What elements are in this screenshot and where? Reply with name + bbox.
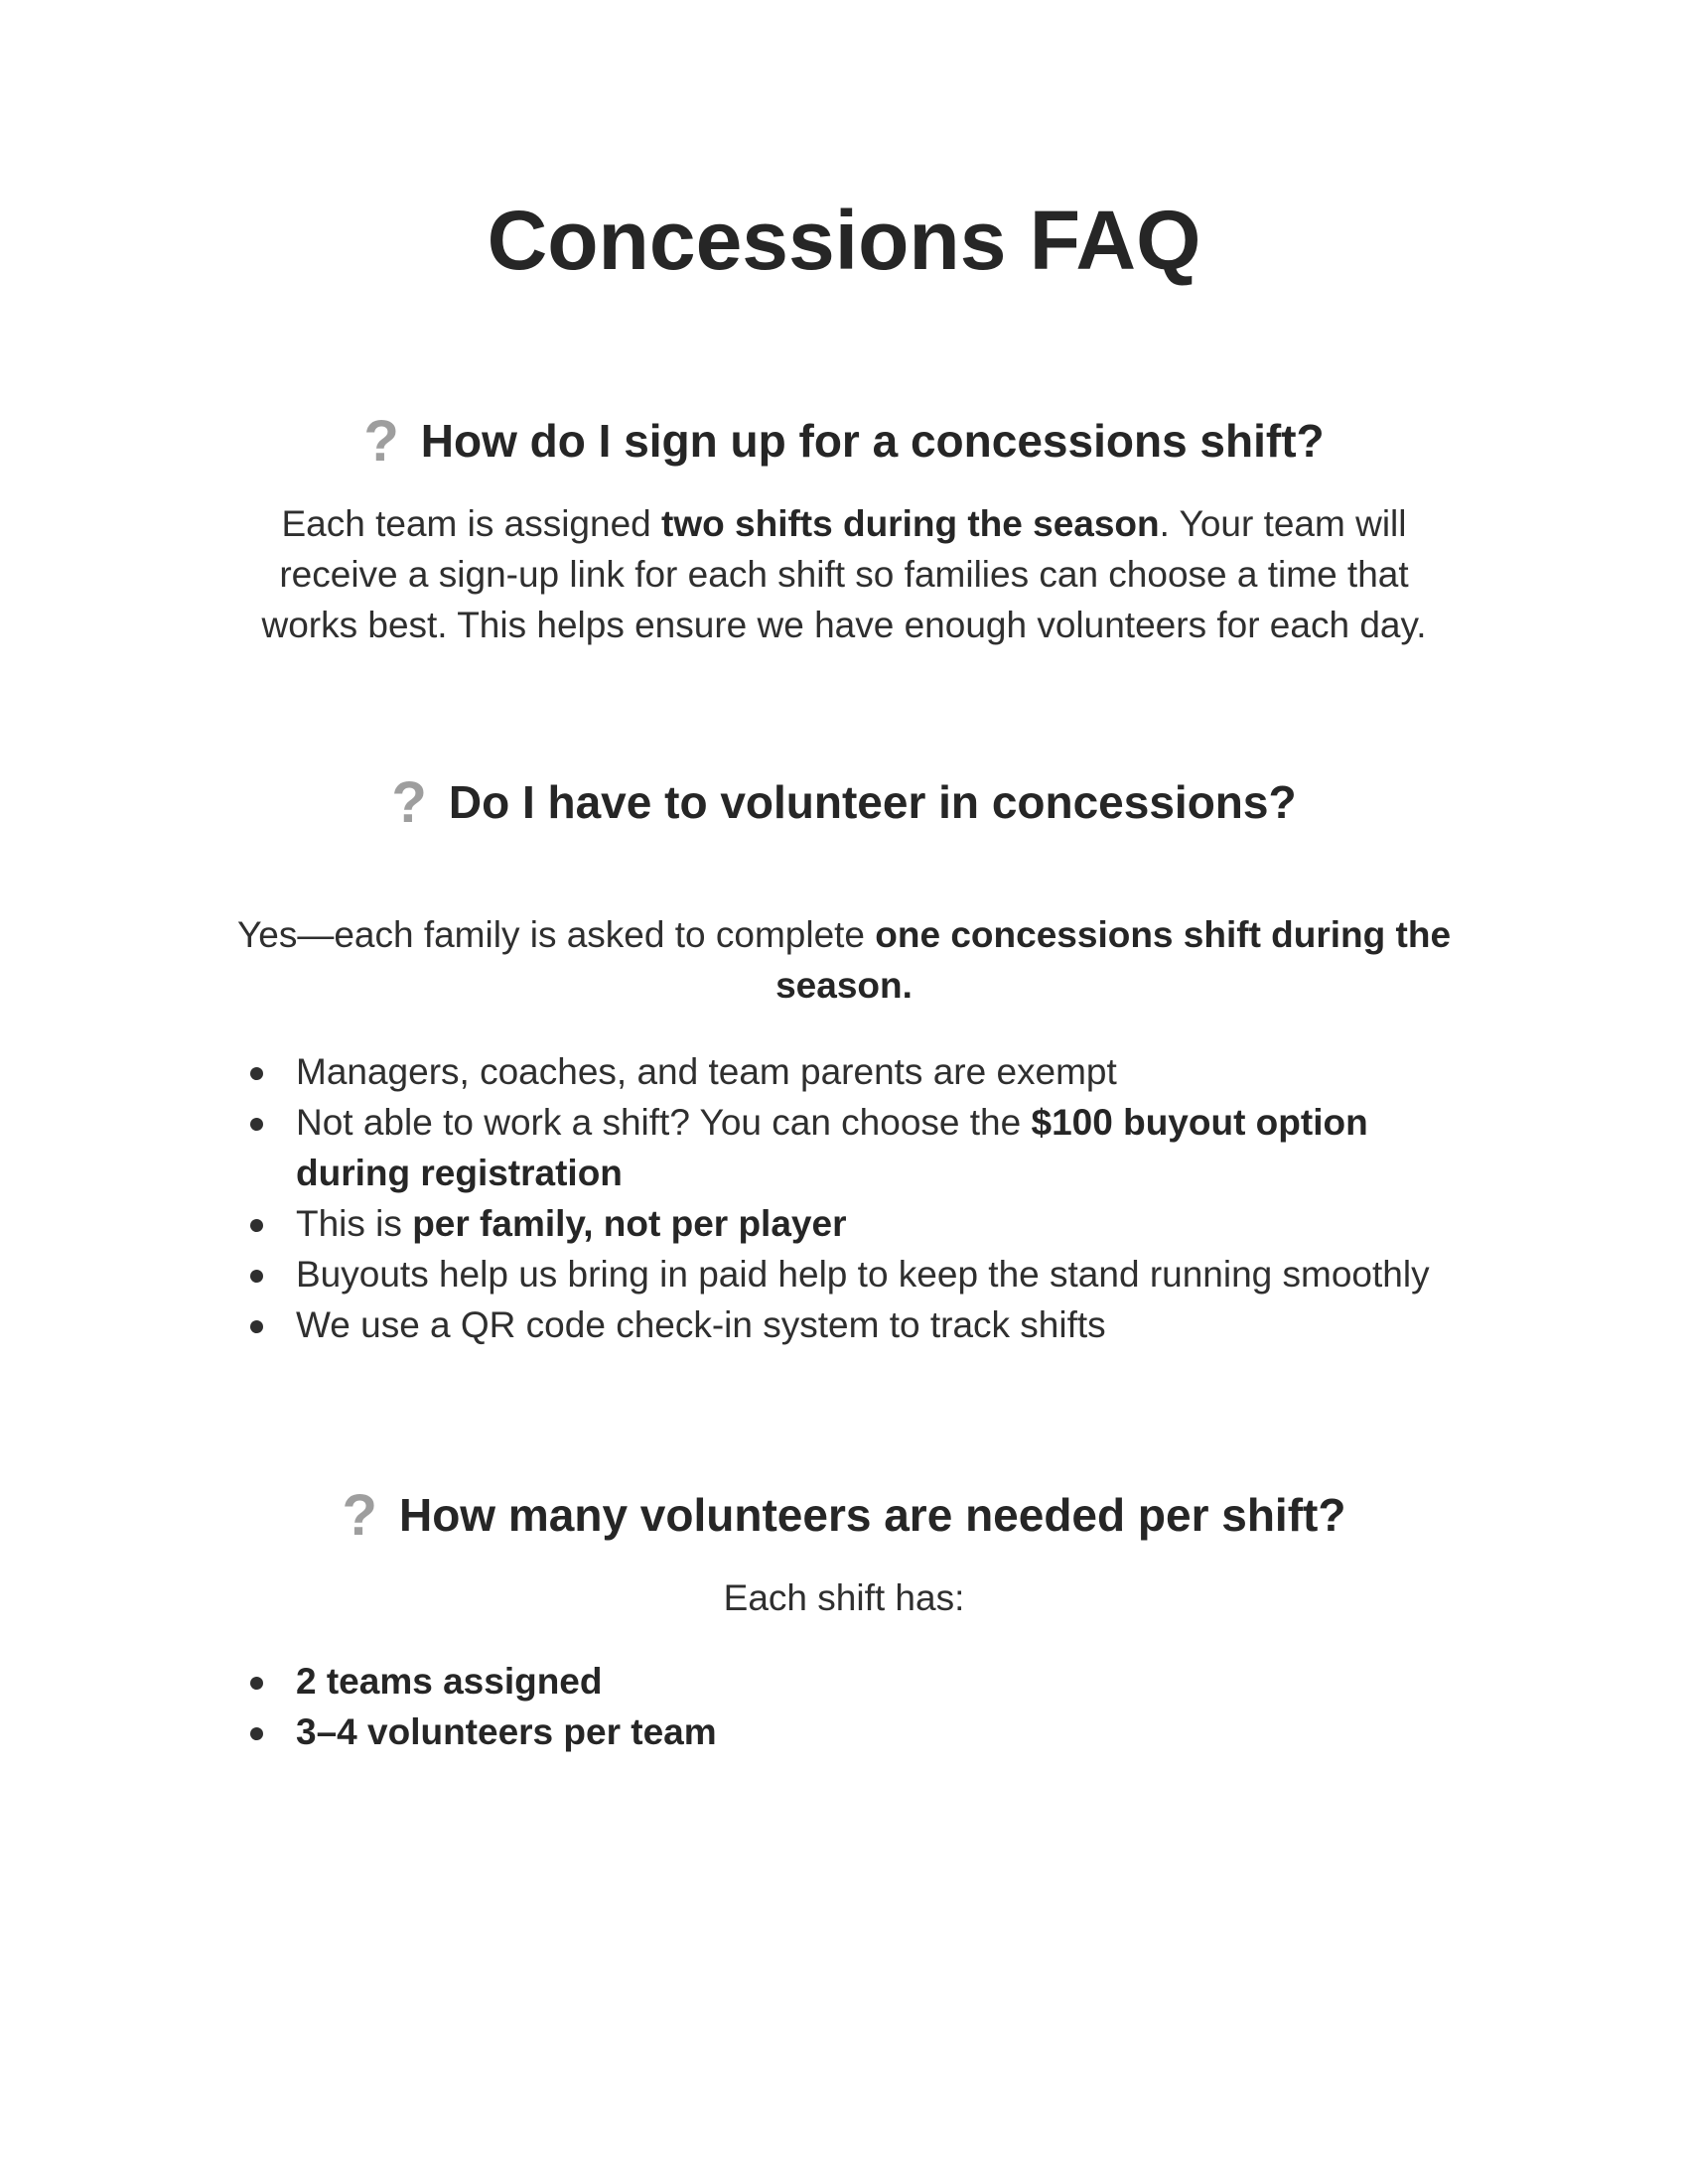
list-item — [250, 1097, 1501, 1198]
list-item-text: We use a QR code check-in system to track shifts — [296, 1304, 1106, 1345]
faq-heading-signup-text: How do I sign up for a concessions shift? — [420, 415, 1325, 467]
question-mark-icon: ? — [342, 1483, 377, 1548]
question-mark-icon: ? — [391, 770, 427, 835]
faq-heading-volunteer-text: Do I have to volunteer in concessions? — [448, 776, 1297, 828]
answer-text: . Your team will — [1159, 503, 1407, 544]
list-item — [250, 1046, 1501, 1097]
list-item-bold: 2 teams assigned — [296, 1661, 603, 1702]
question-mark-icon: ? — [363, 409, 399, 474]
list-item-text: Not able to work a shift? You can choose the — [296, 1102, 1032, 1143]
answer-text: receive a sign-up link for each shift so families can choose a time that — [279, 554, 1409, 595]
answer-text: Yes—each family is asked to complete — [236, 914, 876, 955]
list-item-bold: during registration — [296, 1153, 623, 1193]
faq-answer-signup — [0, 498, 1688, 650]
list-item-text: Managers, coaches, and team parents are exempt — [296, 1051, 1117, 1092]
faq-heading-signup — [0, 409, 1688, 474]
list-item — [250, 1706, 1501, 1757]
answer-bold-text: two shifts during the season — [661, 503, 1160, 544]
faq-answer-volunteer-intro — [0, 909, 1688, 1011]
list-item-bold: per family, not per player — [412, 1203, 847, 1244]
answer-bold-text: season. — [775, 965, 913, 1006]
list-item-text: This is — [296, 1203, 413, 1244]
list-item-bold: $100 buyout option — [1031, 1102, 1368, 1143]
page-title: Concessions FAQ — [487, 194, 1201, 287]
faq-heading-volunteers-needed — [0, 1483, 1688, 1548]
list-item-bold: 3–4 volunteers per team — [296, 1711, 717, 1752]
faq-answer-shift-intro: Each shift has: — [723, 1577, 965, 1618]
answer-text: Each team is assigned — [281, 503, 662, 544]
list-item — [250, 1249, 1501, 1299]
list-item — [250, 1299, 1501, 1350]
list-item — [250, 1656, 1501, 1706]
list-item-text: Buyouts help us bring in paid help to keep the stand running smoothly — [296, 1254, 1430, 1295]
faq-heading-volunteers-needed-text: How many volunteers are needed per shift? — [398, 1489, 1346, 1541]
answer-text: works best. This helps ensure we have enough volunteers for each day. — [261, 605, 1427, 645]
list-item — [250, 1198, 1501, 1249]
faq-volunteer-list — [250, 1046, 1501, 1350]
faq-shift-list — [250, 1656, 1501, 1757]
answer-bold-text: one concessions shift during the — [875, 914, 1452, 955]
faq-heading-volunteer — [0, 770, 1688, 835]
